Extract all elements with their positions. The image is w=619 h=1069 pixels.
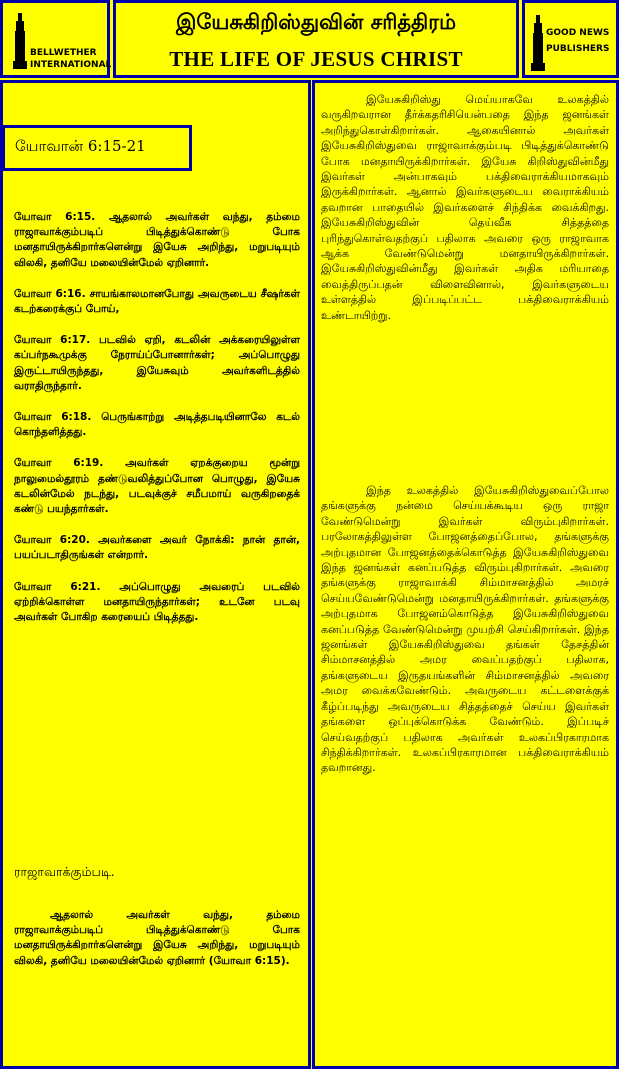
verse: யோவா 6:15. ஆதலால் அவர்கள் வந்து, தம்மை ராஜாவாக்கும்படிப் பிடித்துக்கொண்டு போக மனதாயிருக்கிறார்களென்று இயேசு அறிந்து, மறுபடியும் விலகி, தனியே மலையின்மேல் ஏறினார். bbox=[14, 211, 300, 269]
section-heading: ராஜாவாக்கும்படி. bbox=[14, 864, 115, 879]
verse: யோவா 6:20. அவர்களை அவர் நோக்கி: நான் தான், பயப்படாதிருங்கள் என்றார். bbox=[14, 534, 300, 562]
page-title-tamil: இயேசுகிறிஸ்துவின் சரித்திரம் bbox=[175, 9, 457, 34]
verse: யோவா 6:16. சாயங்காலமானபோது அவருடைய சீஷர்கள் கடற்கரைக்குப் போய், bbox=[14, 287, 300, 316]
verse: யோவா 6:17. படவில் ஏறி, கடலின் அக்கரையிலுள்ள கப்பர்நகூமுக்கு நேராய்ப்போனார்கள்; அப்பொழுது இருட்டாயிருந்தது, இயேசுவும் அவர்களிடத்தில் வராதிருந்தார். bbox=[14, 334, 300, 392]
verse: யோவா 6:21. அப்பொழுது அவரைப் படவில் ஏற்றிக்கொள்ள மனதாயிருந்தார்கள்; உடனே படவு அவர்கள் போகிற கரையைப் பிடித்தது. bbox=[14, 580, 300, 624]
scripture-reference bbox=[2, 125, 192, 171]
commentary-paragraph: இயேசுகிறிஸ்து மெய்யாகவே உலகத்தில் வருகிறவரான தீர்க்கதரிசியென்பதை இந்த ஜனங்கள் அறிந்துகொள்கிறார்கள். ஆகையினால் அவர்கள் இயேசுகிறிஸ்துவை ராஜாவாக்கும்படி பிடித்துக்கொண்டு போக மனதாயிருக்கிறார்கள். இயேசு கிறிஸ்துவின்மீது இவர்கள் அன்பாகவும் பக்திவைராக்கியமாகவும் இருக்கிறார்கள். ஆனால் இவர்களுடைய வைராக்கியம் தவறான பாதையில் இவர்களைச் சிந்திக்க வைக்கிறது. இயேசுகிறிஸ்துவின் தெய்வீக சித்தத்தை புரிந்துகொள்வதற்குப் பதிலாக அவரை ஒரு ராஜாவாக ஆக்க வேண்டுமென்று மனதாயிருக்கிறார்கள். இயேசுகிறிஸ்துவின்மீது இவர்கள் அதிக மரியாதை வைத்திருப்பதன் விளைவினால், இவர்களுடைய உள்ளத்தில் இப்படிப்பட்ட பக்திவைராக்கியம் உண்டாயிற்று. bbox=[321, 93, 609, 322]
verse: யோவா 6:18. பெருங்காற்று அடித்தபடியினாலே கடல் கொந்தளித்தது. bbox=[14, 411, 300, 439]
logo-line1: GOOD NEWS bbox=[546, 28, 610, 38]
reference-label: யோவான் 6:15-21 bbox=[15, 137, 146, 155]
logo-line1: BELLWETHER bbox=[30, 48, 97, 58]
logo-line2: INTERNATIONAL bbox=[30, 60, 112, 70]
summary-paragraph: ஆதலால் அவர்கள் வந்து, தம்மை ராஜாவாக்கும்படிப் பிடித்துக்கொண்டு போக மனதாயிருக்கிறார்களென்று இயேசு அறிந்து, மறுபடியும் விலகி, தனியே மலையின்மேல் ஏறினார் (யோவா 6:15). bbox=[14, 909, 300, 967]
logo-line2: PUBLISHERS bbox=[546, 44, 610, 54]
tower-icon bbox=[531, 15, 545, 71]
good-news-logo bbox=[522, 0, 619, 78]
page-title-english: THE LIFE OF JESUS CHRIST bbox=[169, 47, 463, 71]
verse: யோவா 6:19. அவர்கள் ஏறக்குறைய மூன்று நாலுமைல்தூரம் தண்டுவலித்துப்போன பொழுது, இயேசு கடலின்மேல் நடந்து, படவுக்குச் சமீபமாய் வருகிறதைக் கண்டு பயந்தார்கள். bbox=[14, 457, 300, 516]
verse-list bbox=[14, 210, 300, 641]
tower-icon bbox=[13, 13, 27, 69]
title-banner bbox=[113, 0, 519, 78]
bellwether-logo bbox=[0, 0, 110, 78]
commentary-paragraph: இந்த உலகத்தில் இயேசுகிறிஸ்துவைப்போல தங்களுக்கு நன்மை செய்யக்கூடிய ஒரு ராஜா வேண்டுமென்று இவர்கள் விரும்புகிறார்கள். பரலோகத்திலுள்ள போஜனத்தைப்போல, தங்களுக்கு அற்புதமான போஜனத்தைக்கொடுத்த இயேசுகிறிஸ்துவை இந்த ஜனங்கள் கனப்படுத்த விரும்புகிறார்கள். அவரை தங்களுக்கு ராஜாவாக்கி சிம்மாசனத்தில் அமரச் செய்யவேண்டுமென்று மனதாயிருக்கிறார்கள். தங்களுக்கு அற்புதமாக போஜனம்கொடுத்த இயேசுகிறிஸ்துவை கனப்படுத்த வேண்டுமென்று முயற்சி செய்கிறார்கள். இந்த ஜனங்கள் இயேசுகிறிஸ்துவை தங்கள் தேசத்தின் சிம்மாசனத்தில் அமர வைப்பதற்குப் பதிலாக, தங்களுடைய இருதயங்களின் சிம்மாசனத்தில் அவரை அமர வைக்கவேண்டும். அவருடைய கட்டளைக்குக் கீழ்ப்படிந்து அவருடைய சித்தத்தைச் செய்ய இவர்கள் தங்களை ஒப்புக்கொடுக்க வேண்டும். இப்படிச் செய்வதற்குப் பதிலாக அவர்கள் உலகப்பிரகாரமாக சிந்திக்கிறார்கள். உலகப்பிரகாரமான பக்திவைராக்கியம் தவறானது. bbox=[321, 484, 609, 775]
